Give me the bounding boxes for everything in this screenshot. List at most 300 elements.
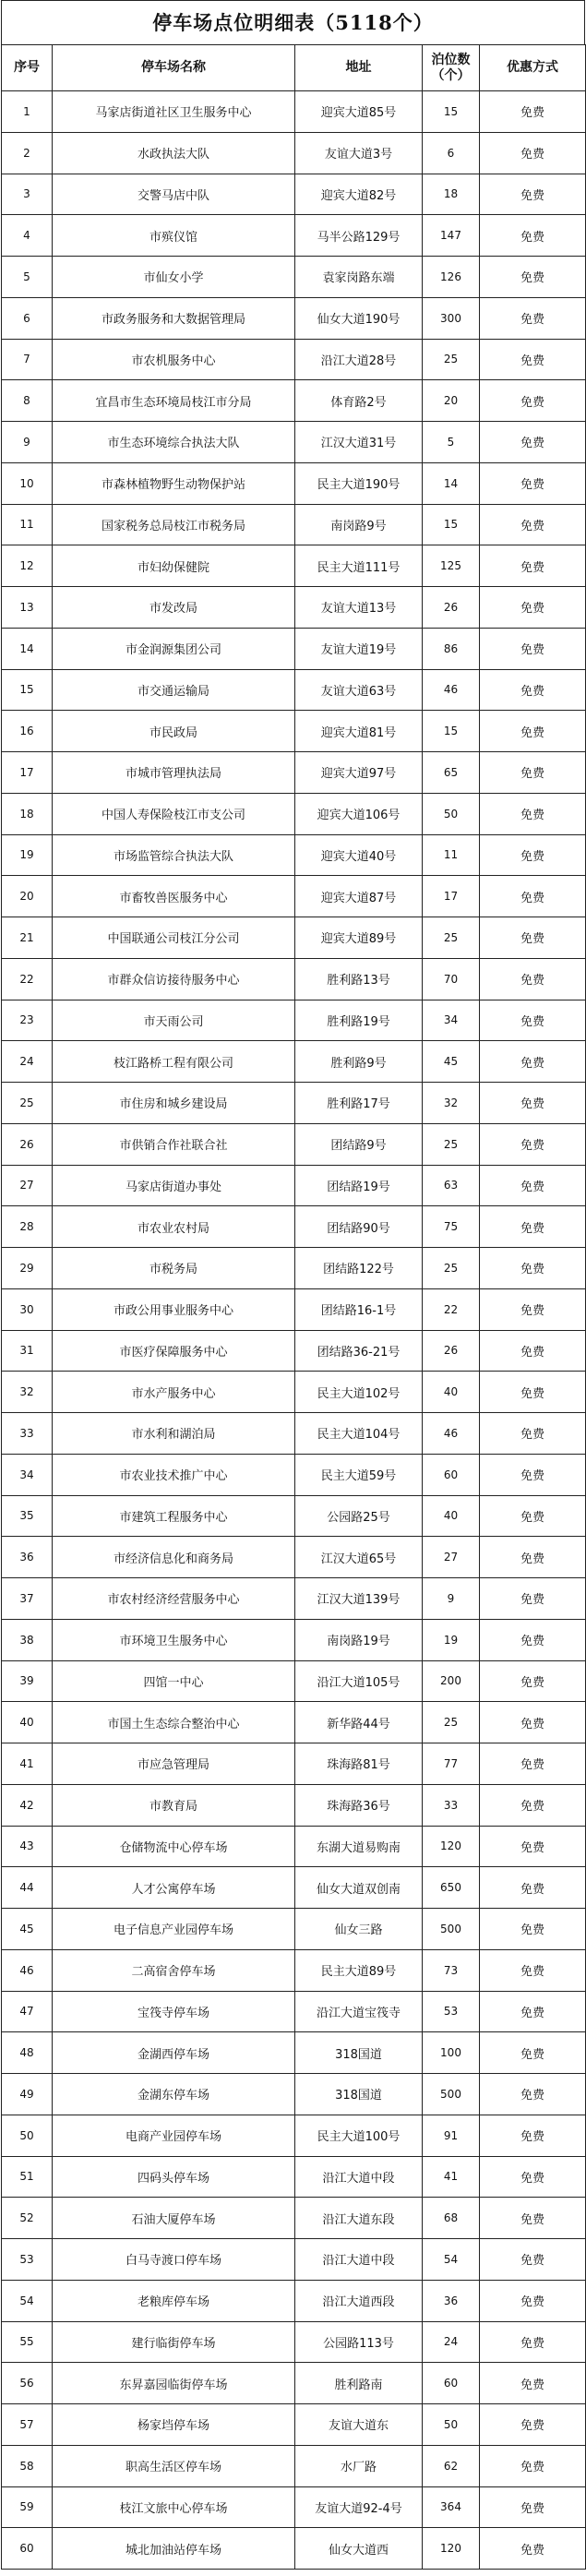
cell-name: 水政执法大队 <box>53 132 295 174</box>
cell-seq: 7 <box>2 339 53 380</box>
cell-name: 四馆一中心 <box>53 1660 295 1702</box>
cell-seq: 18 <box>2 793 53 834</box>
cell-mode: 免费 <box>480 132 586 174</box>
cell-mode: 免费 <box>480 1248 586 1289</box>
cell-seq: 20 <box>2 876 53 917</box>
cell-name: 马家店街道社区卫生服务中心 <box>53 91 295 133</box>
cell-spaces: 40 <box>423 1495 480 1537</box>
cell-seq: 34 <box>2 1454 53 1495</box>
cell-mode: 免费 <box>480 917 586 959</box>
cell-spaces: 200 <box>423 1660 480 1702</box>
table-row <box>2 669 586 711</box>
cell-mode: 免费 <box>480 1867 586 1909</box>
cell-name: 白马寺渡口停车场 <box>53 2239 295 2281</box>
cell-spaces: 86 <box>423 628 480 669</box>
cell-seq: 45 <box>2 1909 53 1950</box>
cell-spaces: 62 <box>423 2445 480 2486</box>
cell-spaces: 53 <box>423 1991 480 2032</box>
cell-seq: 38 <box>2 1619 53 1660</box>
table-row <box>2 2198 586 2239</box>
cell-mode: 免费 <box>480 422 586 463</box>
cell-seq: 4 <box>2 215 53 257</box>
cell-seq: 56 <box>2 2363 53 2404</box>
table-row <box>2 1288 586 1330</box>
cell-mode: 免费 <box>480 2363 586 2404</box>
cell-spaces: 24 <box>423 2321 480 2363</box>
cell-seq: 27 <box>2 1165 53 1206</box>
cell-mode: 免费 <box>480 545 586 587</box>
cell-address: 民主大道102号 <box>295 1372 423 1413</box>
cell-spaces: 100 <box>423 2032 480 2074</box>
cell-name: 市妇幼保健院 <box>53 545 295 587</box>
table-row <box>2 339 586 380</box>
cell-mode: 免费 <box>480 1083 586 1124</box>
cell-address: 团结路90号 <box>295 1206 423 1248</box>
cell-mode: 免费 <box>480 2115 586 2156</box>
cell-name: 市应急管理局 <box>53 1743 295 1785</box>
cell-mode: 免费 <box>480 834 586 876</box>
cell-spaces: 41 <box>423 2156 480 2198</box>
cell-name: 枝江路桥工程有限公司 <box>53 1041 295 1083</box>
cell-spaces: 18 <box>423 174 480 215</box>
table-row <box>2 2528 586 2570</box>
cell-address: 仙女大道190号 <box>295 297 423 339</box>
table-row <box>2 1619 586 1660</box>
cell-address: 友谊大道63号 <box>295 669 423 711</box>
cell-spaces: 126 <box>423 257 480 298</box>
cell-mode: 免费 <box>480 1041 586 1083</box>
table-row <box>2 876 586 917</box>
cell-mode: 免费 <box>480 2445 586 2486</box>
cell-spaces: 34 <box>423 1000 480 1041</box>
table-row <box>2 1495 586 1537</box>
cell-seq: 53 <box>2 2239 53 2281</box>
cell-spaces: 20 <box>423 380 480 422</box>
cell-spaces: 22 <box>423 1288 480 1330</box>
table-row <box>2 1949 586 1991</box>
table-row <box>2 215 586 257</box>
cell-address: 318国道 <box>295 2074 423 2115</box>
table-row <box>2 1041 586 1083</box>
table-row <box>2 917 586 959</box>
cell-spaces: 50 <box>423 793 480 834</box>
cell-mode: 免费 <box>480 1454 586 1495</box>
cell-spaces: 40 <box>423 1372 480 1413</box>
table-row <box>2 1867 586 1909</box>
cell-name: 交警马店中队 <box>53 174 295 215</box>
cell-seq: 12 <box>2 545 53 587</box>
cell-seq: 29 <box>2 1248 53 1289</box>
cell-mode: 免费 <box>480 504 586 545</box>
cell-address: 马半公路129号 <box>295 215 423 257</box>
cell-address: 民主大道100号 <box>295 2115 423 2156</box>
cell-spaces: 25 <box>423 1248 480 1289</box>
cell-seq: 25 <box>2 1083 53 1124</box>
cell-seq: 37 <box>2 1578 53 1620</box>
table-row <box>2 1248 586 1289</box>
cell-name: 宝筏寺停车场 <box>53 1991 295 2032</box>
cell-mode: 免费 <box>480 2528 586 2570</box>
table-row <box>2 2321 586 2363</box>
cell-spaces: 25 <box>423 917 480 959</box>
cell-spaces: 9 <box>423 1578 480 1620</box>
cell-seq: 47 <box>2 1991 53 2032</box>
cell-mode: 免费 <box>480 2074 586 2115</box>
table-row <box>2 1000 586 1041</box>
cell-spaces: 26 <box>423 1330 480 1372</box>
cell-address: 胜利路南 <box>295 2363 423 2404</box>
cell-seq: 52 <box>2 2198 53 2239</box>
table-row <box>2 1123 586 1165</box>
cell-address: 团结路36-21号 <box>295 1330 423 1372</box>
cell-mode: 免费 <box>480 2198 586 2239</box>
cell-mode: 免费 <box>480 1826 586 1867</box>
cell-mode: 免费 <box>480 1619 586 1660</box>
cell-name: 市农机服务中心 <box>53 339 295 380</box>
cell-spaces: 147 <box>423 215 480 257</box>
table-row <box>2 1454 586 1495</box>
table-row <box>2 1991 586 2032</box>
cell-name: 枝江文旅中心停车场 <box>53 2486 295 2528</box>
cell-seq: 14 <box>2 628 53 669</box>
cell-mode: 免费 <box>480 2239 586 2281</box>
cell-name: 市仙女小学 <box>53 257 295 298</box>
cell-spaces: 50 <box>423 2404 480 2446</box>
cell-address: 公园路113号 <box>295 2321 423 2363</box>
table-row <box>2 1413 586 1455</box>
cell-mode: 免费 <box>480 958 586 1000</box>
table-row <box>2 257 586 298</box>
cell-seq: 9 <box>2 422 53 463</box>
cell-seq: 46 <box>2 1949 53 1991</box>
cell-name: 市殡仪馆 <box>53 215 295 257</box>
cell-name: 市群众信访接待服务中心 <box>53 958 295 1000</box>
cell-spaces: 70 <box>423 958 480 1000</box>
cell-name: 市政公用事业服务中心 <box>53 1288 295 1330</box>
header-address: 地址 <box>295 45 423 91</box>
table-row <box>2 793 586 834</box>
cell-address: 沿江大道中段 <box>295 2156 423 2198</box>
cell-spaces: 68 <box>423 2198 480 2239</box>
table-row <box>2 1743 586 1785</box>
cell-seq: 51 <box>2 2156 53 2198</box>
table-row <box>2 1578 586 1620</box>
cell-seq: 15 <box>2 669 53 711</box>
cell-name: 市供销合作社联合社 <box>53 1123 295 1165</box>
cell-name: 职高生活区停车场 <box>53 2445 295 2486</box>
cell-name: 金湖东停车场 <box>53 2074 295 2115</box>
parking-table <box>1 44 586 2570</box>
cell-name: 市住房和城乡建设局 <box>53 1083 295 1124</box>
cell-address: 迎宾大道85号 <box>295 91 423 133</box>
cell-spaces: 15 <box>423 711 480 752</box>
cell-mode: 免费 <box>480 2156 586 2198</box>
table-row <box>2 2486 586 2528</box>
header-name: 停车场名称 <box>53 45 295 91</box>
cell-seq: 60 <box>2 2528 53 2570</box>
table-row <box>2 834 586 876</box>
table-row <box>2 1372 586 1413</box>
cell-mode: 免费 <box>480 339 586 380</box>
cell-spaces: 19 <box>423 1619 480 1660</box>
cell-name: 市森林植物野生动物保护站 <box>53 462 295 504</box>
cell-spaces: 27 <box>423 1537 480 1578</box>
cell-seq: 5 <box>2 257 53 298</box>
cell-spaces: 125 <box>423 545 480 587</box>
cell-mode: 免费 <box>480 2486 586 2528</box>
table-row <box>2 2404 586 2446</box>
cell-name: 老粮库停车场 <box>53 2280 295 2321</box>
table-row <box>2 1206 586 1248</box>
cell-spaces: 500 <box>423 1909 480 1950</box>
cell-name: 市发改局 <box>53 587 295 629</box>
header-seq: 序号 <box>2 45 53 91</box>
cell-spaces: 36 <box>423 2280 480 2321</box>
cell-spaces: 11 <box>423 834 480 876</box>
table-row <box>2 1330 586 1372</box>
cell-address: 珠海路81号 <box>295 1743 423 1785</box>
cell-seq: 8 <box>2 380 53 422</box>
cell-seq: 44 <box>2 1867 53 1909</box>
table-row <box>2 628 586 669</box>
cell-seq: 59 <box>2 2486 53 2528</box>
cell-spaces: 120 <box>423 1826 480 1867</box>
table-row <box>2 2445 586 2486</box>
cell-address: 迎宾大道82号 <box>295 174 423 215</box>
cell-spaces: 650 <box>423 1867 480 1909</box>
cell-seq: 17 <box>2 752 53 794</box>
cell-address: 迎宾大道81号 <box>295 711 423 752</box>
cell-mode: 免费 <box>480 711 586 752</box>
table-row <box>2 462 586 504</box>
cell-name: 国家税务总局枝江市税务局 <box>53 504 295 545</box>
cell-name: 市水产服务中心 <box>53 1372 295 1413</box>
cell-mode: 免费 <box>480 1288 586 1330</box>
cell-name: 电子信息产业园停车场 <box>53 1909 295 1950</box>
cell-seq: 55 <box>2 2321 53 2363</box>
cell-address: 胜利路9号 <box>295 1041 423 1083</box>
cell-mode: 免费 <box>480 793 586 834</box>
cell-address: 体育路2号 <box>295 380 423 422</box>
cell-address: 沿江大道28号 <box>295 339 423 380</box>
cell-name: 市金润源集团公司 <box>53 628 295 669</box>
cell-spaces: 54 <box>423 2239 480 2281</box>
cell-name: 市农业技术推广中心 <box>53 1454 295 1495</box>
cell-mode: 免费 <box>480 1702 586 1743</box>
cell-mode: 免费 <box>480 2404 586 2446</box>
cell-mode: 免费 <box>480 1206 586 1248</box>
cell-name: 仓储物流中心停车场 <box>53 1826 295 1867</box>
cell-seq: 39 <box>2 1660 53 1702</box>
cell-spaces: 45 <box>423 1041 480 1083</box>
table-body <box>2 91 586 2570</box>
table-row <box>2 2115 586 2156</box>
table-row <box>2 711 586 752</box>
table-row <box>2 297 586 339</box>
cell-seq: 42 <box>2 1784 53 1826</box>
header-mode: 优惠方式 <box>480 45 586 91</box>
cell-address: 东湖大道易购南 <box>295 1826 423 1867</box>
table-row <box>2 1784 586 1826</box>
cell-seq: 23 <box>2 1000 53 1041</box>
table-row <box>2 1909 586 1950</box>
cell-address: 沿江大道东段 <box>295 2198 423 2239</box>
cell-spaces: 364 <box>423 2486 480 2528</box>
cell-seq: 33 <box>2 1413 53 1455</box>
cell-address: 318国道 <box>295 2032 423 2074</box>
cell-address: 沿江大道105号 <box>295 1660 423 1702</box>
cell-mode: 免费 <box>480 297 586 339</box>
cell-spaces: 25 <box>423 1123 480 1165</box>
cell-seq: 50 <box>2 2115 53 2156</box>
cell-name: 金湖西停车场 <box>53 2032 295 2074</box>
cell-mode: 免费 <box>480 257 586 298</box>
cell-seq: 13 <box>2 587 53 629</box>
cell-name: 马家店街道办事处 <box>53 1165 295 1206</box>
cell-address: 友谊大道3号 <box>295 132 423 174</box>
cell-address: 胜利路17号 <box>295 1083 423 1124</box>
cell-address: 友谊大道13号 <box>295 587 423 629</box>
cell-mode: 免费 <box>480 1949 586 1991</box>
table-row <box>2 2363 586 2404</box>
table-row <box>2 174 586 215</box>
cell-name: 市国土生态综合整治中心 <box>53 1702 295 1743</box>
cell-mode: 免费 <box>480 587 586 629</box>
table-row <box>2 1826 586 1867</box>
cell-seq: 40 <box>2 1702 53 1743</box>
cell-address: 南岗路19号 <box>295 1619 423 1660</box>
cell-spaces: 17 <box>423 876 480 917</box>
cell-address: 团结路16-1号 <box>295 1288 423 1330</box>
cell-name: 市城市管理执法局 <box>53 752 295 794</box>
cell-address: 沿江大道宝筏寺 <box>295 1991 423 2032</box>
cell-address: 民主大道104号 <box>295 1413 423 1455</box>
cell-address: 新华路44号 <box>295 1702 423 1743</box>
cell-name: 市民政局 <box>53 711 295 752</box>
cell-seq: 54 <box>2 2280 53 2321</box>
header-spaces: 泊位数（个） <box>423 45 480 91</box>
cell-seq: 11 <box>2 504 53 545</box>
cell-seq: 10 <box>2 462 53 504</box>
cell-mode: 免费 <box>480 1123 586 1165</box>
cell-address: 江汉大道31号 <box>295 422 423 463</box>
cell-mode: 免费 <box>480 1000 586 1041</box>
cell-address: 仙女大道双创南 <box>295 1867 423 1909</box>
cell-mode: 免费 <box>480 174 586 215</box>
cell-seq: 48 <box>2 2032 53 2074</box>
cell-mode: 免费 <box>480 1372 586 1413</box>
cell-name: 市天雨公司 <box>53 1000 295 1041</box>
cell-address: 仙女三路 <box>295 1909 423 1950</box>
cell-mode: 免费 <box>480 1660 586 1702</box>
table-row <box>2 2280 586 2321</box>
cell-spaces: 300 <box>423 297 480 339</box>
cell-seq: 31 <box>2 1330 53 1372</box>
cell-mode: 免费 <box>480 1578 586 1620</box>
cell-spaces: 46 <box>423 1413 480 1455</box>
cell-address: 沿江大道中段 <box>295 2239 423 2281</box>
cell-spaces: 5 <box>423 422 480 463</box>
cell-seq: 26 <box>2 1123 53 1165</box>
cell-address: 团结路19号 <box>295 1165 423 1206</box>
cell-seq: 21 <box>2 917 53 959</box>
cell-name: 市建筑工程服务中心 <box>53 1495 295 1537</box>
cell-spaces: 60 <box>423 2363 480 2404</box>
table-row <box>2 958 586 1000</box>
cell-spaces: 120 <box>423 2528 480 2570</box>
cell-mode: 免费 <box>480 2280 586 2321</box>
table-row <box>2 2239 586 2281</box>
table-row <box>2 422 586 463</box>
cell-spaces: 77 <box>423 1743 480 1785</box>
cell-name: 中国人寿保险枝江市支公司 <box>53 793 295 834</box>
cell-address: 江汉大道139号 <box>295 1578 423 1620</box>
cell-address: 民主大道111号 <box>295 545 423 587</box>
cell-spaces: 25 <box>423 1702 480 1743</box>
cell-mode: 免费 <box>480 1413 586 1455</box>
table-row <box>2 1702 586 1743</box>
cell-seq: 16 <box>2 711 53 752</box>
cell-name: 市环境卫生服务中心 <box>53 1619 295 1660</box>
cell-mode: 免费 <box>480 462 586 504</box>
cell-seq: 35 <box>2 1495 53 1537</box>
cell-mode: 免费 <box>480 2321 586 2363</box>
cell-address: 友谊大道92-4号 <box>295 2486 423 2528</box>
cell-spaces: 91 <box>423 2115 480 2156</box>
cell-name: 电商产业园停车场 <box>53 2115 295 2156</box>
cell-address: 民主大道59号 <box>295 1454 423 1495</box>
cell-mode: 免费 <box>480 2032 586 2074</box>
table-header-row <box>2 45 586 91</box>
cell-mode: 免费 <box>480 752 586 794</box>
cell-address: 仙女大道西 <box>295 2528 423 2570</box>
cell-name: 市农业农村局 <box>53 1206 295 1248</box>
page-title: 停车场点位明细表（5118个） <box>1 0 585 44</box>
cell-name: 中国联通公司枝江分公司 <box>53 917 295 959</box>
cell-name: 市场监管综合执法大队 <box>53 834 295 876</box>
cell-address: 迎宾大道106号 <box>295 793 423 834</box>
cell-seq: 28 <box>2 1206 53 1248</box>
cell-spaces: 26 <box>423 587 480 629</box>
cell-seq: 2 <box>2 132 53 174</box>
table-row <box>2 545 586 587</box>
cell-name: 人才公寓停车场 <box>53 1867 295 1909</box>
cell-address: 民主大道89号 <box>295 1949 423 1991</box>
cell-spaces: 33 <box>423 1784 480 1826</box>
cell-address: 迎宾大道40号 <box>295 834 423 876</box>
table-row <box>2 2156 586 2198</box>
cell-mode: 免费 <box>480 1537 586 1578</box>
cell-seq: 1 <box>2 91 53 133</box>
cell-seq: 6 <box>2 297 53 339</box>
cell-seq: 58 <box>2 2445 53 2486</box>
cell-address: 团结路9号 <box>295 1123 423 1165</box>
cell-seq: 30 <box>2 1288 53 1330</box>
cell-mode: 免费 <box>480 1991 586 2032</box>
table-row <box>2 1165 586 1206</box>
cell-name: 市税务局 <box>53 1248 295 1289</box>
cell-mode: 免费 <box>480 1784 586 1826</box>
cell-address: 胜利路13号 <box>295 958 423 1000</box>
cell-name: 市政务服务和大数据管理局 <box>53 297 295 339</box>
cell-spaces: 46 <box>423 669 480 711</box>
cell-name: 市农村经济经营服务中心 <box>53 1578 295 1620</box>
cell-address: 迎宾大道89号 <box>295 917 423 959</box>
cell-name: 宜昌市生态环境局枝江市分局 <box>53 380 295 422</box>
cell-address: 南岗路9号 <box>295 504 423 545</box>
cell-mode: 免费 <box>480 1743 586 1785</box>
cell-seq: 22 <box>2 958 53 1000</box>
